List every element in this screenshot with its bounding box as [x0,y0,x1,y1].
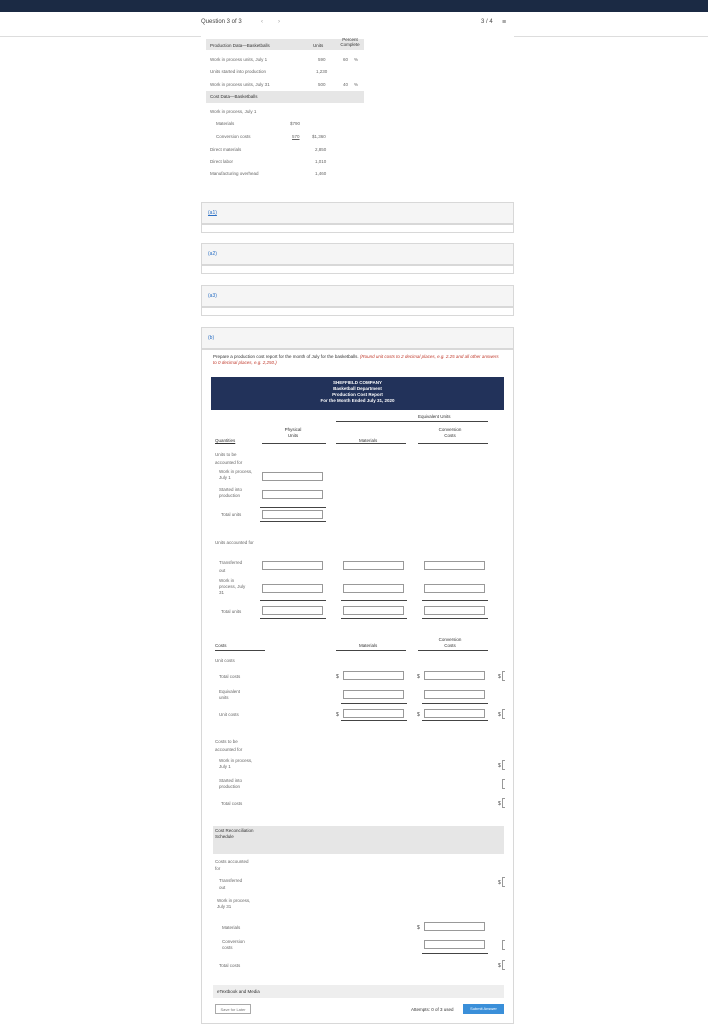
dollar-sign: $ [498,712,501,718]
section-a2-link[interactable]: (a2) [208,251,217,257]
prod-row-units: 590 [318,57,326,62]
cost-row-b: 1,010 [315,159,327,164]
unit-cost-double-1 [341,720,407,721]
etextbook-bar[interactable] [213,985,504,998]
equiv-line-1 [341,703,407,704]
wip-july1-cost-input[interactable] [502,760,505,770]
instructions-round: (Round unit costs to 2 decimal places, e.g. 2.25 and all other answers to 0 decimal places, e.g. 2,250.) [213,354,499,365]
wip-july31-materials-input[interactable] [343,584,404,593]
cost-row-label: Materials [216,121,235,126]
unit-costs-label: Unit costs [215,658,235,663]
total-units2-label: Total units [221,609,242,614]
dollar-sign: $ [498,801,501,807]
cost-row-b: 2,850 [315,147,327,152]
instructions [213,354,503,366]
costs-accounted-label: Costs accounted for [215,859,249,871]
section-a2-body [201,265,514,274]
report-heading [211,377,504,410]
wip-july31-label: Work in process, July 31 [219,578,246,595]
production-title: Production Data—Basketballs [210,43,270,48]
wip-july1-b-label: Work in process, July 1 [219,758,253,769]
units-to-be-label: Units to be accounted for [215,452,243,465]
unit-costs-conversion-input[interactable] [424,709,485,718]
transferred-cost-input[interactable] [502,877,505,887]
save-for-later-button[interactable]: Save for Later [215,1004,251,1014]
equiv-units-materials-input[interactable] [343,690,404,699]
sum-line-3 [422,600,488,601]
section-a3-link[interactable]: (a3) [208,293,217,299]
units-header: Units [313,43,324,48]
equiv-units-row-label: Equivalent units [219,689,241,700]
question-bar [0,12,708,37]
wip-materials-cost-input[interactable] [424,922,485,931]
transferred-b-label: Transferred out [219,878,243,890]
equiv-line-2 [422,703,488,704]
dollar-sign: $ [417,712,420,718]
wip-july31-conversion-input[interactable] [424,584,485,593]
total-costs-conversion-input[interactable] [424,671,485,680]
dollar-sign: $ [498,674,501,680]
percent-header: Percent Complete [340,37,360,47]
started-b-label: Started into production [219,778,243,789]
total-units2-physical-input[interactable] [262,606,323,615]
unit-costs-materials-input[interactable] [343,709,404,718]
cost-row-label: Manufacturing overhead [210,171,259,176]
section-b-link[interactable]: (b) [208,335,215,341]
conversion3-label: Conversion costs [222,939,245,950]
section-a1-link[interactable]: (a1) [208,210,217,216]
report-title: Production Cost Report [332,392,383,397]
materials-header: Materials [359,438,378,443]
equiv-units-conversion-input[interactable] [424,690,485,699]
question-count: 3 / 4 [481,19,493,25]
prod-row-label: Work in process units, July 1 [210,57,268,62]
total-costs-c-label: Total costs [219,963,241,968]
prod-row-percent: 40 [343,82,349,87]
top-band [0,0,708,12]
cost-row-label: Direct materials [210,147,242,152]
department-name: Basketball Department [333,386,382,391]
attempts-text: Attempts: 0 of 3 used [411,1007,454,1012]
menu-icon[interactable]: ≡ [502,19,507,26]
sum-line-2 [341,600,407,601]
equiv-units-label: Equivalent Units [418,414,451,419]
unit-costs-row-label: Unit costs [219,712,239,717]
dollar-sign: $ [417,674,420,680]
wip-july31-physical-input[interactable] [262,584,323,593]
prod-row-pct-sign: % [354,82,359,87]
total-costs-materials-input[interactable] [343,671,404,680]
total-double-line [260,521,326,522]
wip-conversion-cost-input[interactable] [424,940,485,949]
transferred-materials-input[interactable] [343,561,404,570]
unit-costs-total-input[interactable] [502,709,505,719]
recon-title: Cost Reconciliation Schedule [215,828,254,839]
costs-header: Costs [215,643,227,648]
prod-row-percent: 60 [343,57,349,62]
dollar-sign: $ [417,925,420,931]
dollar-sign: $ [498,880,501,886]
cost-row-b: 1,460 [315,171,327,176]
etextbook-link[interactable]: eTextbook and Media [217,989,260,994]
conversion-header: Conversion Costs [438,427,462,438]
section-a1-body [201,224,514,233]
prev-question-button[interactable]: ‹ [261,19,263,25]
section-b[interactable] [201,327,514,349]
total-costs-b-label: Total costs [221,801,243,806]
units-accounted-label: Units accounted for [215,540,254,545]
dollar-sign: $ [498,963,501,969]
total-costs-total-input[interactable] [502,671,505,681]
section-a1[interactable] [201,202,514,224]
physical-underline [262,443,326,444]
cost-row-label: Work in process, July 1 [210,109,257,114]
costs-to-be-label: Costs to be accounted for [215,739,243,752]
wip-total-cost-input[interactable] [502,940,505,950]
costs-underline [215,650,265,651]
costs-materials-header: Materials [359,643,378,648]
prod-row-units: 500 [318,82,326,87]
section-a2[interactable] [201,243,514,265]
costs-conv-underline [418,650,488,651]
instructions-main: Prepare a production cost report for the month of July for the basketballs. [213,354,359,359]
prod-row-label: Units started into production [210,69,267,74]
materials3-label: Materials [222,925,241,930]
total-costs-label: Total costs [219,674,241,679]
transferred-physical-input[interactable] [262,561,323,570]
conversion-underline [418,443,488,444]
total-units-label: Total units [221,512,242,517]
transferred-conversion-input[interactable] [424,561,485,570]
double-line-2 [341,618,407,619]
total-costs-c-input[interactable] [502,960,505,970]
physical-units-header: Physical Units [284,427,302,438]
total-units2-materials-input[interactable] [343,606,404,615]
double-line-1 [260,618,326,619]
costs-conversion-header: Conversion Costs [438,637,462,648]
wip-sum-line [422,953,488,954]
sum-line-1 [260,600,326,601]
transferred-label: Transferred out [219,560,243,573]
double-line-3 [422,618,488,619]
section-a3[interactable] [201,285,514,307]
prod-row-label: Work in process units, July 31 [210,82,270,87]
dollar-sign: $ [336,674,339,680]
submit-answer-button[interactable]: Submit Answer [463,1004,504,1014]
started-cost-input[interactable] [502,779,505,789]
wip-july31-b-label: Work in process, July 31 [217,898,251,909]
company-name: SHEFFIELD COMPANY [333,380,382,385]
total-top-line [260,507,326,508]
total-units-input[interactable] [262,510,323,519]
question-label: Question 3 of 3 [201,19,242,25]
cost-row-label: Conversion costs [216,134,251,139]
recon-shade [213,826,504,854]
cost-title: Cost Data—Basketballs [210,94,258,99]
cost-row-b: $1,360 [312,134,326,139]
total-costs-b-input[interactable] [502,798,505,808]
section-a3-body [201,307,514,316]
dollar-sign: $ [498,763,501,769]
started-label: Started into production [219,487,243,498]
total-units2-conversion-input[interactable] [424,606,485,615]
prod-row-pct-sign: % [354,57,359,62]
prod-row-units: 1,230 [316,69,328,74]
started-physical-input[interactable] [262,490,323,499]
equiv-underline [336,421,488,422]
wip-july1-label: Work in process, July 1 [219,469,253,480]
dollar-sign: $ [336,712,339,718]
materials-underline [336,443,406,444]
cost-row-label: Direct labor [210,159,234,164]
next-question-button[interactable]: › [278,19,280,25]
unit-cost-double-2 [422,720,488,721]
cost-row-a: $790 [290,121,301,126]
report-period: For the Month Ended July 31, 2020 [320,398,395,403]
quantities-header: Quantities [215,438,236,443]
costs-mat-underline [336,650,406,651]
cost-row-a: 570 [292,134,300,139]
wip-july1-physical-input[interactable] [262,472,323,481]
